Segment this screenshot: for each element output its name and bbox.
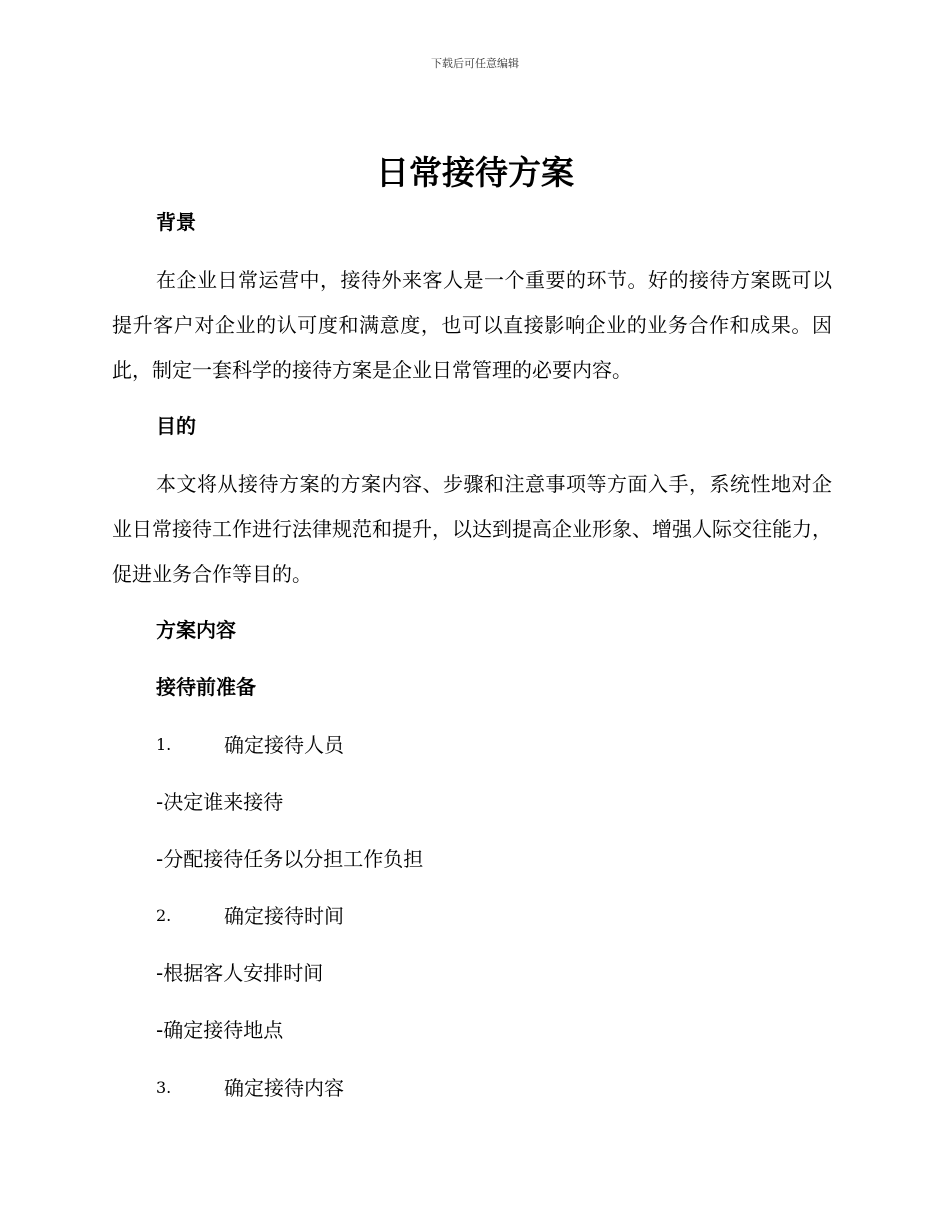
purpose-paragraph: 本文将从接待方案的方案内容、步骤和注意事项等方面入手，系统性地对企业日常接待工作进行法律规范和提升，以达到提高企业形象、增强人际交往能力，促进业务合作等目的。 xyxy=(112,472,832,586)
prep-heading: 接待前准备 xyxy=(156,675,256,699)
header-note: 下载后可任意编辑 xyxy=(431,57,519,70)
list-bullet: ‑分配接待任务以分担工作负担 xyxy=(156,847,424,871)
list-item-3 xyxy=(112,1073,876,1103)
list-label: 确定接待时间 xyxy=(224,904,344,928)
list-number: 2. xyxy=(156,906,172,925)
list-label: 确定接待内容 xyxy=(224,1076,344,1100)
list-bullet: ‑决定谁来接待 xyxy=(156,790,284,814)
list-item-2 xyxy=(112,901,876,931)
list-item-1 xyxy=(112,730,876,760)
list-bullet: ‑根据客人安排时间 xyxy=(156,961,324,985)
background-heading: 背景 xyxy=(156,210,196,234)
list-number: 3. xyxy=(156,1078,172,1097)
page-title: 日常接待方案 xyxy=(376,153,574,192)
background-paragraph: 在企业日常运营中，接待外来客人是一个重要的环节。好的接待方案既可以提升客户对企业的认可度和满意度，也可以直接影响企业的业务合作和成果。因此，制定一套科学的接待方案是企业日常管理的必要内容。 xyxy=(112,268,832,382)
list-number: 1. xyxy=(156,735,172,754)
purpose-heading: 目的 xyxy=(156,414,196,438)
list-bullet: ‑确定接待地点 xyxy=(156,1018,284,1042)
list-label: 确定接待人员 xyxy=(224,733,344,757)
content-heading: 方案内容 xyxy=(156,618,236,642)
